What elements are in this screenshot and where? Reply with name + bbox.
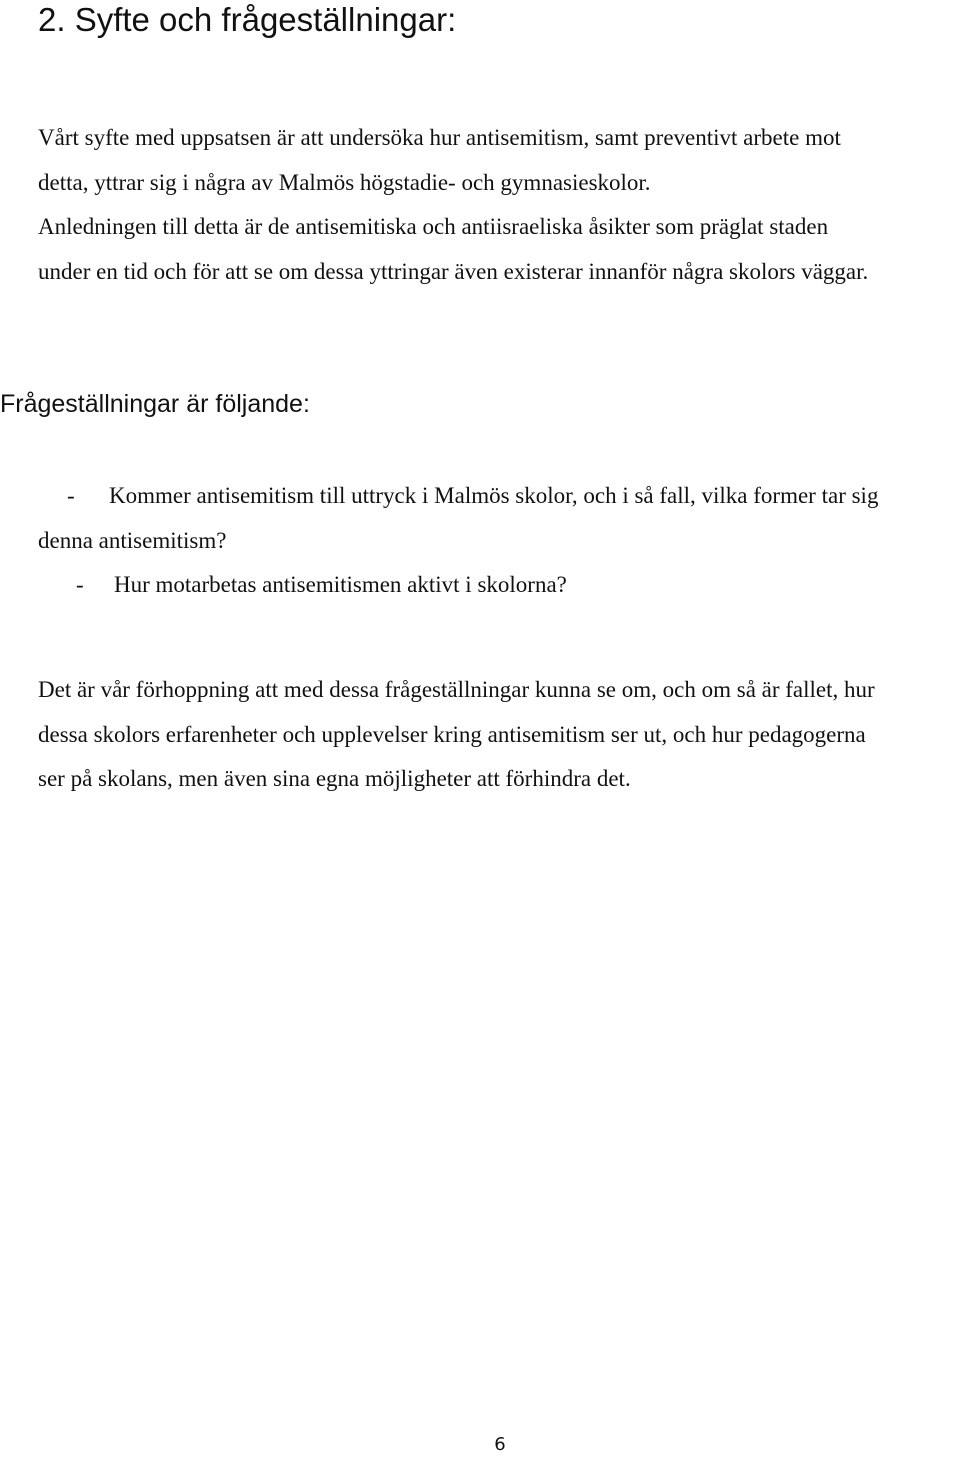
paragraph-line: under en tid och för att se om dessa yttringar även existerar innanför några skolors väggar. bbox=[38, 258, 869, 284]
questions-heading: Frågeställningar är följande: bbox=[0, 390, 310, 418]
closing-paragraph bbox=[38, 668, 960, 802]
page-number: 6 bbox=[494, 1434, 506, 1455]
question-text: Kommer antisemitism till uttryck i Malmös skolor, och i så fall, vilka former tar sig bbox=[109, 483, 879, 508]
section-heading: 2. Syfte och frågeställningar: bbox=[38, 1, 457, 38]
paragraph-line: Vårt syfte med uppsatsen är att undersöka hur antisemitism, samt preventivt arbete mot bbox=[38, 125, 841, 150]
paragraph-line: dessa skolors erfarenheter och upplevelser kring antisemitism ser ut, och hur pedagogerna bbox=[38, 721, 866, 747]
purpose-paragraph bbox=[38, 116, 960, 294]
question-text: Hur motarbetas antisemitismen aktivt i skolorna? bbox=[114, 572, 567, 597]
question-item bbox=[38, 563, 960, 608]
paragraph-line: Det är vår förhoppning att med dessa frågeställningar kunna se om, och om så är fallet, hur bbox=[38, 677, 875, 702]
research-questions-list bbox=[38, 474, 960, 608]
paragraph-line: Anledningen till detta är de antisemitiska och antiisraeliska åsikter som präglat staden bbox=[38, 214, 829, 239]
question-continuation: denna antisemitism? bbox=[38, 527, 227, 553]
paragraph-line: ser på skolans, men även sina egna möjligheter att förhindra det. bbox=[38, 766, 631, 791]
paragraph-line: detta, yttrar sig i några av Malmös högstadie- och gymnasieskolor. bbox=[38, 169, 651, 195]
dash-bullet: - bbox=[76, 572, 84, 597]
dash-bullet: - bbox=[67, 483, 75, 508]
question-item bbox=[38, 474, 960, 563]
